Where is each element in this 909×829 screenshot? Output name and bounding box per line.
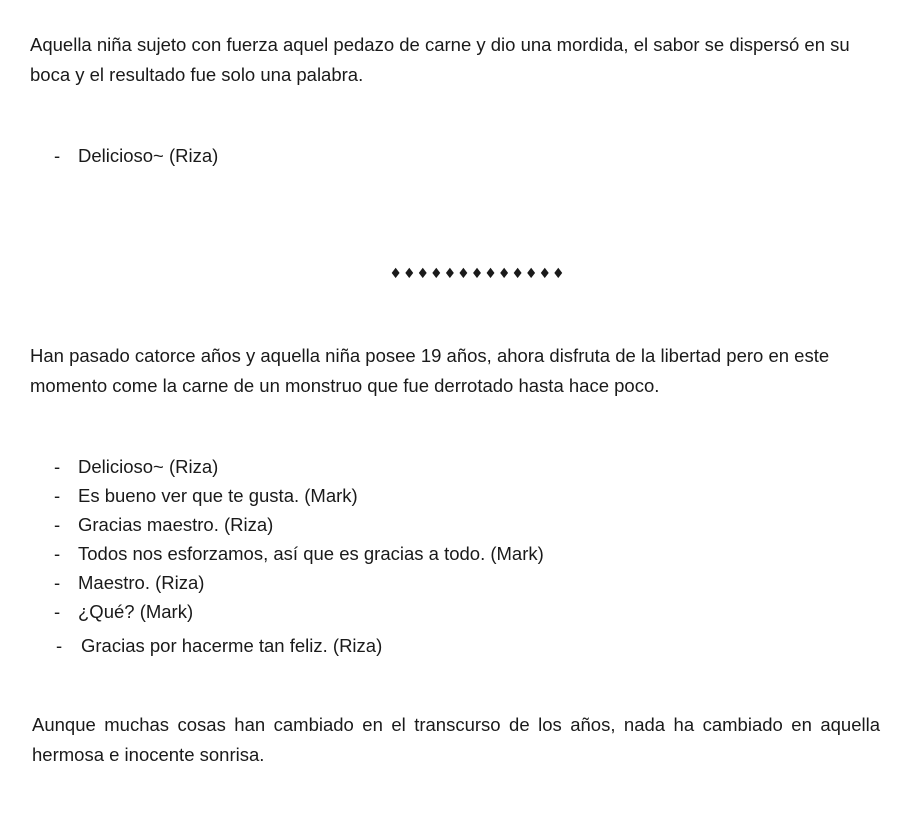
- dialogue-text: Delicioso~ (Riza): [78, 456, 219, 477]
- dialogue-dash: -: [54, 456, 61, 477]
- paragraph-time-skip: Han pasado catorce años y aquella niña posee 19 años, ahora disfruta de la libertad pero en este momento come la carne de un monstruo que fue derrotado hasta hace poco.: [30, 345, 830, 396]
- dialogue-dash: -: [54, 572, 61, 593]
- dialogue-dash: -: [54, 145, 61, 166]
- dialogue-text: Es bueno ver que te gusta. (Mark): [78, 485, 358, 506]
- dialogue-text: Maestro. (Riza): [78, 572, 205, 593]
- dialogue-text: Delicioso~ (Riza): [78, 145, 219, 166]
- dialogue-dash: -: [54, 485, 61, 506]
- dialogue-text: ¿Qué? (Mark): [78, 601, 194, 622]
- dialogue-text: Gracias maestro. (Riza): [78, 514, 274, 535]
- dialogue-dash: -: [54, 514, 61, 535]
- paragraph-intro: Aquella niña sujeto con fuerza aquel pedazo de carne y dio una mordida, el sabor se dispersó en su boca y el resultado fue solo una palabra.: [30, 34, 850, 85]
- dialogue-text: Gracias por hacerme tan feliz. (Riza): [81, 635, 383, 656]
- paragraph-closing: Aunque muchas cosas han cambiado en el transcurso de los años, nada ha cambiado en aquella hermosa e inocente sonrisa.: [32, 714, 880, 765]
- dialogue-dash: -: [54, 543, 61, 564]
- scene-separator: ♦♦♦♦♦♦♦♦♦♦♦♦♦: [389, 266, 566, 282]
- dialogue-text: Todos nos esforzamos, así que es gracias a todo. (Mark): [78, 543, 544, 564]
- dialogue-dash: -: [56, 635, 63, 656]
- dialogue-dash: -: [54, 601, 61, 622]
